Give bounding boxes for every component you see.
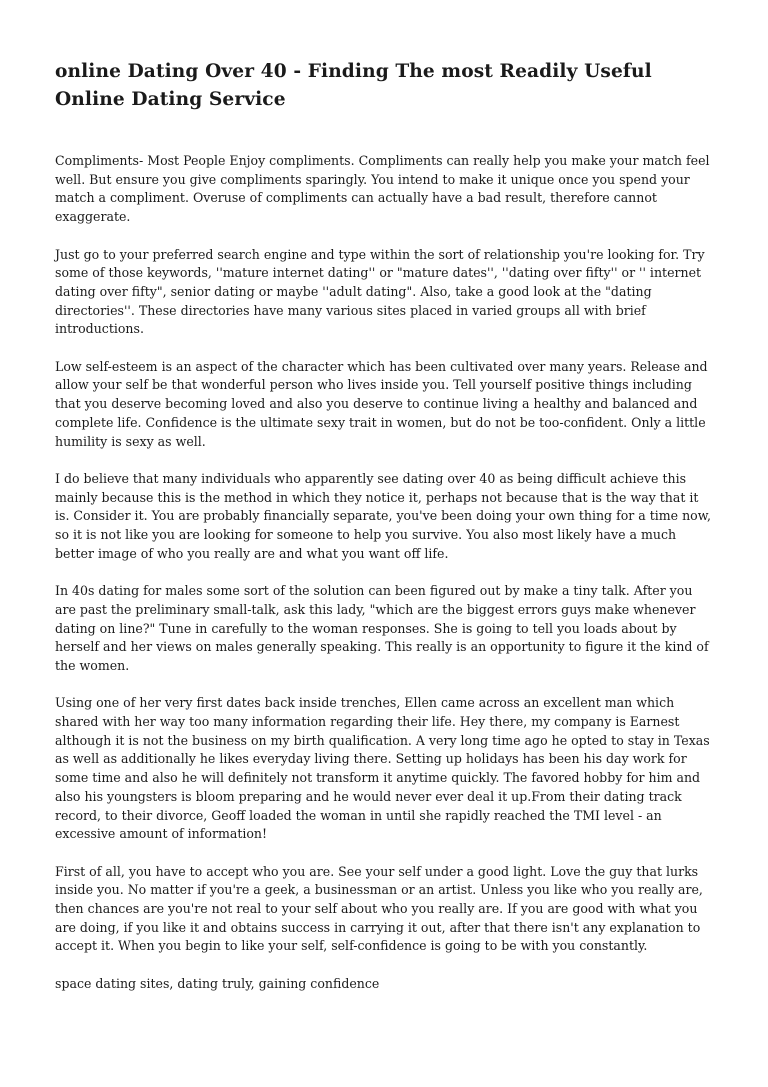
paragraph-ellen-dates: Using one of her very first dates back inside trenches, Ellen came across an excellent man which shared with her way too many information regarding their life. Hey there, my company is Earnest although it is not the business on my birth qualification. A very long time ago he opted to stay in Texas as well as additionally he likes everyday living there. Setting up holidays has been his day work for some time and also he will definitely not transform it anytime quickly. The favored hobby for him and also his youngsters is bloom preparing and he would never ever deal it up.From their dating track record, to their divorce, Geoff loaded the woman in until she rapidly reached the TMI level - an excessive amount of information! xyxy=(55,695,710,842)
paragraph-40s-dating-males: In 40s dating for males some sort of the solution can been figured out by make a tiny talk. After you are past the preliminary small-talk, ask this lady, "which are the biggest errors guys make whenever dating on line?" Tune in carefully to the woman responses. She is going to tell you loads about by herself and her views on males generally speaking. This really is an opportunity to figure it the kind of the women. xyxy=(55,583,709,673)
paragraph-dating-over-40: I do believe that many individuals who apparently see dating over 40 as being difficult achieve this mainly because this is the method in which they notice it, perhaps not because that is the way that it is. Consider it. You are probably financially separate, you've been doing your own thing for a time now, so it is not like you are looking for someone to help you survive. You also most likely have a much better image of who you really are and what you want off life. xyxy=(55,470,711,561)
paragraph-self-esteem: Low self-esteem is an aspect of the character which has been cultivated over many years. Release and allow your self be that wonderful person who lives inside you. Tell yourself positive things including that you deserve becoming loved and also you deserve to continue living a healthy and balanced and complete life. Confidence is the ultimate sexy trait in women, but do not be too-confident. Only a little humility is sexy as well. xyxy=(55,358,708,449)
paragraph-accept-yourself: First of all, you have to accept who you are. See your self under a good light. Love the guy that lurks inside you. No matter if you're a geek, a businessman or an artist. Unless you like who you really are, then chances are you're not real to your self about who you really are. If you are good with what you are doing, if you like it and obtains success in carrying it out, after that there isn't any explanation to accept it. When you begin to like your self, self-confidence is going to be with you constantly. xyxy=(55,863,703,954)
paragraph-search-engine: Just go to your preferred search engine and type within the sort of relationship you're looking for. Try some of those keywords, ''mature internet dating'' or "mature dates'', ''dating over fifty'' or '' internet dating over fifty", senior dating or maybe ''adult dating". Also, take a good look at the "dating directories''. These directories have many various sites placed in varied groups all with brief introductions. xyxy=(55,246,705,337)
document-tags: space dating sites, dating truly, gaining confidence xyxy=(55,975,380,991)
document-title: online Dating Over 40 - Finding The most Readily Useful Online Dating Service xyxy=(55,61,652,110)
paragraph-compliments: Compliments- Most People Enjoy compliments. Compliments can really help you make your match feel well. But ensure you give compliments sparingly. You intend to make it unique once you spend your match a compliment. Overuse of compliments can actually have a bad result, therefore cannot exaggerate. xyxy=(55,153,710,225)
